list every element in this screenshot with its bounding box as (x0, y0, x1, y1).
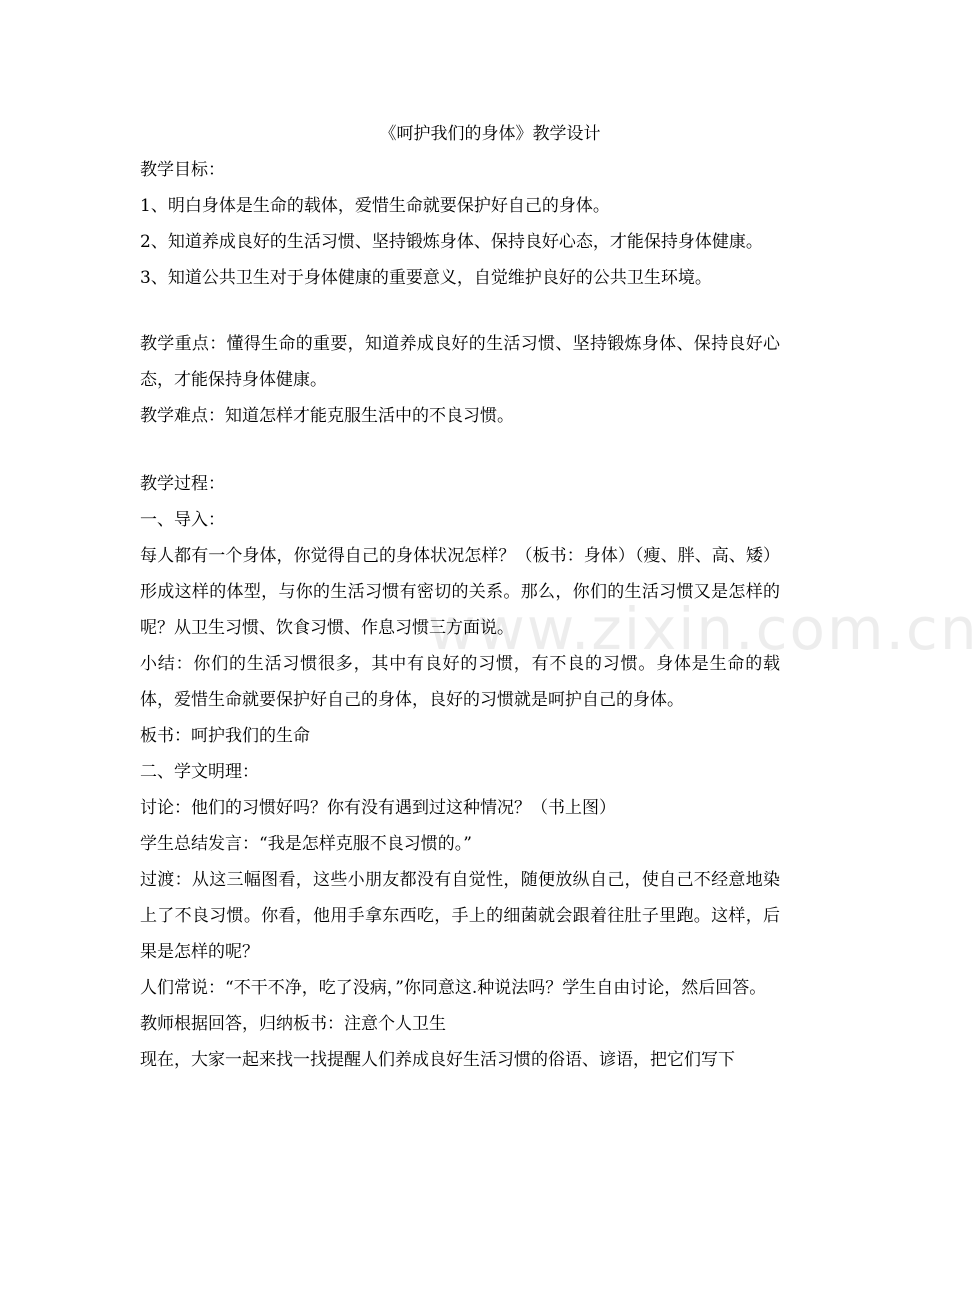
objectives-heading: 教学目标： (140, 160, 225, 180)
document-body (140, 116, 780, 1078)
process-heading: 教学过程： (140, 474, 225, 494)
spacer (140, 434, 780, 466)
watermark: www.zixin.com.cn (428, 595, 979, 663)
key-point: 教学重点：懂得生命的重要，知道养成良好的生活习惯、坚持锻炼身体、保持良好心态，才能保持身体健康。 (140, 334, 780, 390)
student-summary: 学生总结发言：“我是怎样克服不良习惯的。” (140, 834, 472, 854)
board-note-2: 教师根据回答，归纳板书：注意个人卫生 (140, 1014, 446, 1034)
objective-3: 3、知道公共卫生对于身体健康的重要意义，自觉维护良好的公共卫生环境。 (140, 268, 712, 288)
difficult-point: 教学难点：知道怎样才能克服生活中的不良习惯。 (140, 406, 514, 426)
proverb-paragraph: 现在，大家一起来找一找提醒人们养成良好生活习惯的俗语、谚语，把它们写下 (140, 1050, 735, 1070)
document-title: 《呵护我们的身体》教学设计 (379, 124, 601, 144)
transition-paragraph: 过渡：从这三幅图看，这些小朋友都没有自觉性，随便放纵自己，使自己不经意地染上了不良习惯。你看，他用手拿东西吃，手上的细菌就会跟着往肚子里跑。这样，后果是怎样的呢？ (140, 870, 780, 962)
objective-2: 2、知道养成良好的生活习惯、坚持锻炼身体、保持良好心态，才能保持身体健康。 (140, 232, 763, 252)
discussion-paragraph: 讨论：他们的习惯好吗？你有没有遇到过这种情况？（书上图） (140, 798, 616, 818)
section-2-heading: 二、学文明理： (140, 762, 259, 782)
spacer (140, 296, 780, 326)
saying-paragraph: 人们常说：“不干不净，吃了没病，”你同意这.种说法吗？学生自由讨论，然后回答。 (140, 978, 767, 998)
section-1-heading: 一、导入： (140, 510, 225, 530)
summary-paragraph: 小结：你们的生活习惯很多，其中有良好的习惯，有不良的习惯。身体是生命的载体，爱惜生命就要保护好自己的身体，良好的习惯就是呵护自己的身体。 (140, 654, 780, 710)
intro-paragraph: 每人都有一个身体，你觉得自己的身体状况怎样？（板书：身体）（瘦、胖、高、矮）形成这样的体型，与你的生活习惯有密切的关系。那么，你们的生活习惯又是怎样的呢？从卫生习惯、饮食习惯、作息习惯三方面说。 (140, 546, 780, 638)
board-note-1: 板书：呵护我们的生命 (140, 726, 310, 746)
objective-1: 1、明白身体是生命的载体，爱惜生命就要保护好自己的身体。 (140, 196, 610, 216)
